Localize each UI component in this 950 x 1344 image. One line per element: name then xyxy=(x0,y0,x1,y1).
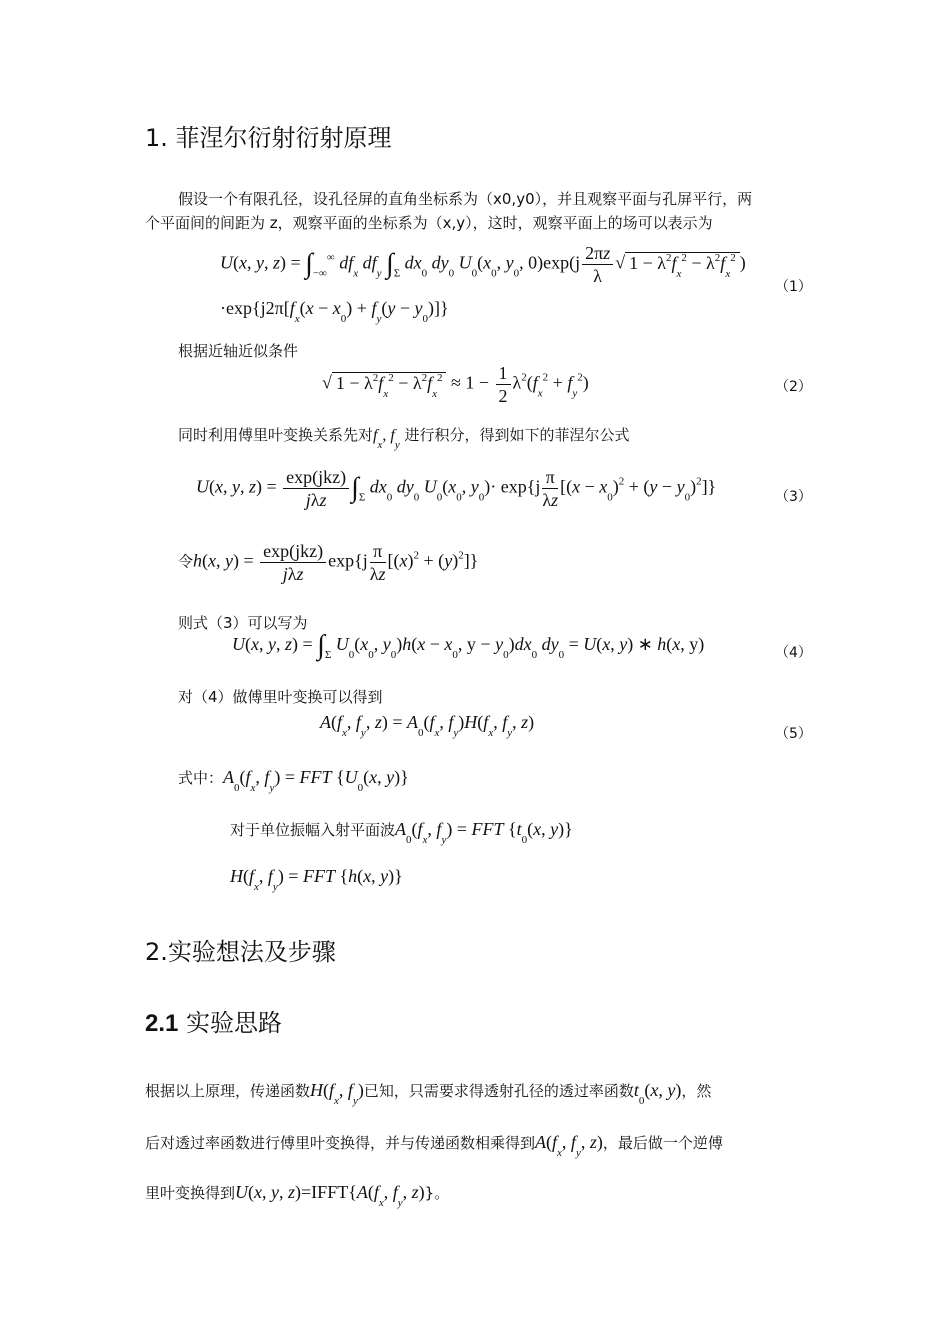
idea-line-3-c: }。 xyxy=(424,1184,450,1202)
where-text: 式中： xyxy=(178,769,224,787)
equation-5-number: （5） xyxy=(775,726,812,742)
equation-5: $A(f_x$, $f_y$, $z) = A_0(f_x$, $f_y)H(f_x$, $f_y$, z) xyxy=(320,712,535,739)
let-text: 令 xyxy=(178,552,194,571)
eq3-then-text: 则式（3）可以写为 xyxy=(178,614,308,632)
equation-2: √ $1 - \lambda^2f_x^2 - \lambda^2f_x^2 \approx 1$ − $\frac{1}{2}$ $\lambda^2(f_x^2 + f_y^2)$ xyxy=(322,363,589,406)
equation-2-number: （2） xyxy=(775,379,812,395)
equation-1-number: （1） xyxy=(775,279,812,295)
section-2-1-title xyxy=(145,1003,282,1038)
equation-4: U(x, y, $z) = \int_\Sigma$ $U_0(x_0$, $y_0)h(x - x_0$, $y - y_0)dx_0$ $dy_0 = U(x$, y) ∗ h(x, y) xyxy=(232,630,705,662)
intro-line-2: 个平面间的间距为 z，观察平面的坐标系为（x,y），这时，观察平面上的场可以表示为 xyxy=(145,214,713,232)
equation-4-number: （4） xyxy=(775,645,812,661)
idea-line-1-c: ，然 xyxy=(681,1082,712,1100)
idea-line-3: 里叶变换得到U(x, y, $z)=IFFT\{A(f_x$, $f_y$, z)}。 xyxy=(145,1182,450,1209)
idea-line-1-a: 根据以上原理，传递函数 xyxy=(145,1082,311,1100)
idea-line-2-b: ，最后做一个逆傅 xyxy=(602,1134,723,1152)
equation-1-line-1: U(x, y, $z) = \int_{-\infty}^\infty$ $df_x$ $df_y$ $\int_\Sigma$ $dx_0$ $dy_0$ $U_0(x_0$, $y_0$, 0)exp(j $\frac{2\pi z}{\lambda}$ √ $1 - \lambda^2f_x^2 - \lambda^2f_x^2$ ) xyxy=(220,243,746,286)
transfer-h: $H(f_x$, $f_y$) = FFT {h(x, y)} xyxy=(230,866,403,893)
equation-3: U(x, y, z) = $\frac{\text{exp(jkz)}}{\text{jλz}}$ $\int_\Sigma$ $dx_0$ $dy_0$ $U_0(x_0$, $y_0)\cdot \exp\{j$ $\frac{\pi}{\lambda z}$ $[(x - x_0)^2 + (y - y_0)^2]$} xyxy=(196,467,717,510)
idea-line-1: 根据以上原理，传递函数$H(f_x$, $f_y$)已知，只需要求得透射孔径的透过率函数$t_0(x$, y)，然 xyxy=(145,1080,712,1107)
equation-h-definition: 令h(x, y) = $\frac{\text{exp(jkz)}}{\text{jλz}}$ exp{j $\frac{\pi}{\lambda z}$ $[(x)^2 + (y)^2]$} xyxy=(178,541,479,584)
eq4-ft-text: 对（4）做傅里叶变换可以得到 xyxy=(178,688,383,706)
idea-line-1-b: 已知，只需要求得透射孔径的透过率函数 xyxy=(363,1082,634,1100)
idea-line-2-a: 后对透过率函数进行傅里叶变换得，并与传递函数相乘得到 xyxy=(145,1134,536,1152)
fourier-text: 同时利用傅里叶变换关系先对$f_x$, $f_y$ 进行积分，得到如下的菲涅尔公式 xyxy=(178,426,630,451)
equation-3-number: （3） xyxy=(775,489,812,505)
fourier-text-pre: 同时利用傅里叶变换关系先对 xyxy=(178,426,374,444)
section-1-title: 1. 菲涅尔衍射衍射原理 xyxy=(145,124,392,152)
idea-line-3-a: 里叶变换得到 xyxy=(145,1184,236,1202)
paraxial-text: 根据近轴近似条件 xyxy=(178,342,299,360)
idea-line-3-b: =IFFT{ xyxy=(301,1182,357,1202)
intro-line-1: 假设一个有限孔径，设孔径屏的直角坐标系为（x0,y0），并且观察平面与孔屏平行，两 xyxy=(178,190,753,208)
fourier-text-post: 进行积分，得到如下的菲涅尔公式 xyxy=(404,426,630,444)
where-a0: 式中：$A_0(f_x$, $f_y$) = FFT {$U_0(x$, y)} xyxy=(178,767,409,794)
equation-1-line-2: $\cdot\exp\{j2\pi[f_x(x - x_0) + f_y(y - y_0)]\}$ xyxy=(220,298,449,325)
section-2-1-text: 实验思路 xyxy=(186,1009,283,1037)
unit-wave-a0: 对于单位振幅入射平面波$A_0(f_x$, $f_y$) = FFT {$t_0(x$, y)} xyxy=(230,819,573,846)
unit-wave-text: 对于单位振幅入射平面波 xyxy=(230,821,396,839)
idea-line-2: 后对透过率函数进行傅里叶变换得，并与传递函数相乘得到$A(f_x$, $f_y$, z)，最后做一个逆傅 xyxy=(145,1132,723,1159)
section-2-1-number: 2.1 xyxy=(145,1010,179,1037)
section-2-title: 2.实验想法及步骤 xyxy=(145,938,336,966)
